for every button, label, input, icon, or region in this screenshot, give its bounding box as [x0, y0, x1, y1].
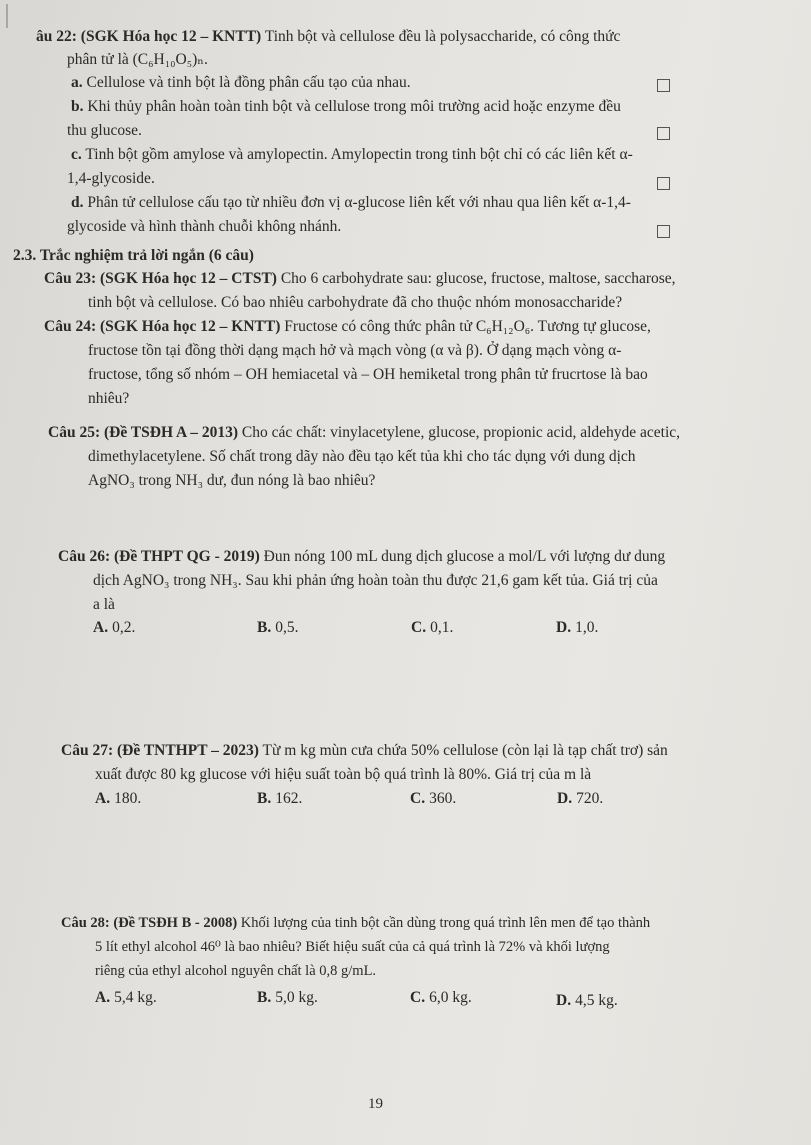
q28-option-a-key: A.: [95, 989, 111, 1006]
q22-head: âu 22:: [36, 28, 77, 45]
q26-head: Câu 26:: [58, 548, 111, 565]
q28-option-c-text: 6,0 kg.: [429, 989, 472, 1006]
q26-option-a-text: 0,2.: [112, 619, 136, 636]
q25-head: Câu 25:: [48, 424, 101, 441]
q22-source: (SGK Hóa học 12 – KNTT): [80, 28, 262, 45]
q22-c-key: c.: [71, 146, 82, 163]
q22-b-line2: thu glucose.: [67, 122, 142, 139]
q28-text1: Khối lượng của tinh bột cần dùng trong quá trình lên men để tạo thành: [237, 915, 651, 931]
q24-line2: fructose tồn tại đồng thời dạng mạch hở và mạch vòng (α và β). Ở dạng mạch vòng α-: [88, 342, 622, 359]
q27-line2: xuất được 80 kg glucose với hiệu suất toàn bộ quá trình là 80%. Giá trị của m là: [95, 766, 592, 783]
q26-option-a-key: A.: [93, 619, 109, 636]
q25-line2: dimethylacetylene. Số chất trong dãy nào đều tạo kết tủa khi cho tác dụng với dung dịch: [88, 448, 636, 465]
q23-line2: tinh bột và cellulose. Có bao nhiêu carbohydrate đã cho thuộc nhóm monosaccharide?: [88, 294, 623, 311]
q28-head: Câu 28:: [61, 915, 110, 931]
q28-line1: [61, 914, 650, 932]
q27-option-c[interactable]: [410, 790, 456, 808]
q28-option-a-text: 5,4 kg.: [114, 989, 157, 1006]
q26-option-c-key: C.: [411, 619, 427, 636]
q28-option-c-key: C.: [410, 989, 426, 1006]
q22-line1: [36, 28, 620, 46]
q27-option-c-text: 360.: [429, 790, 457, 807]
q26-line2: dịch AgNO₃ trong NH₃. Sau khi phản ứng hoàn toàn thu được 21,6 gam kết tủa. Giá trị của: [93, 572, 658, 589]
q26-text1: Đun nóng 100 mL dung dịch glucose a mol/L với lượng dư dung: [259, 548, 666, 565]
q24-line1: [44, 318, 651, 336]
q27-option-b-text: 162.: [275, 790, 303, 807]
q28-option-d-text: 4,5 kg.: [575, 992, 618, 1009]
q26-option-d-key: D.: [556, 619, 572, 636]
q27-option-a-text: 180.: [114, 790, 142, 807]
q27-option-b-key: B.: [257, 790, 272, 807]
q27-head: Câu 27:: [61, 742, 114, 759]
q27-option-d-key: D.: [557, 790, 573, 807]
q22-c-text: Tinh bột gồm amylose và amylopectin. Amylopectin trong tinh bột chỉ có các liên kết α-: [85, 146, 633, 163]
q27-option-d[interactable]: [557, 790, 603, 808]
q24-line3: fructose, tổng số nhóm – OH hemiacetal và – OH hemiketal trong phân tử frucrtose là bao: [88, 366, 648, 383]
q28-option-a[interactable]: [95, 989, 157, 1007]
q22-a: [71, 74, 411, 92]
q27-text1: Từ m kg mùn cưa chứa 50% cellulose (còn lại là tạp chất trơ) sản: [258, 742, 668, 759]
q22-stem1: Tinh bột và cellulose đều là polysaccharide, có công thức: [261, 28, 621, 45]
q23-line1: [44, 270, 676, 288]
q26-option-b-text: 0,5.: [275, 619, 299, 636]
page-number: 19: [368, 1096, 383, 1112]
q22-d-key: d.: [71, 194, 84, 211]
q26-option-b[interactable]: [257, 619, 298, 637]
section-heading: 2.3. Trắc nghiệm trả lời ngắn (6 câu): [13, 247, 254, 264]
q24-head: Câu 24:: [44, 318, 97, 335]
q23-text1: Cho 6 carbohydrate sau: glucose, fructose, maltose, saccharose,: [276, 270, 676, 287]
q28-option-c[interactable]: [410, 989, 472, 1007]
q26-option-d[interactable]: [556, 619, 598, 637]
q22-b-checkbox[interactable]: [657, 127, 670, 140]
q26-option-c[interactable]: [411, 619, 453, 637]
q25-line1: [48, 424, 680, 442]
q28-line2: 5 lít ethyl alcohol 46⁰ là bao nhiêu? Biết hiệu suất của cả quá trình là 72% và khối lượng: [95, 939, 610, 955]
q22-a-checkbox[interactable]: [657, 79, 670, 92]
q22-a-text: Cellulose và tinh bột là đồng phân cấu tạo của nhau.: [86, 74, 411, 91]
q28-option-b-key: B.: [257, 989, 272, 1006]
q26-line3: a là: [93, 596, 115, 613]
q22-c-checkbox[interactable]: [657, 177, 670, 190]
q22-stem2: phân tử là (C₆H₁₀O₅)ₙ.: [67, 51, 208, 68]
q22-b: [71, 98, 621, 116]
q22-c: [71, 146, 633, 164]
q24-line4: nhiêu?: [88, 390, 130, 407]
q24-text1: Fructose có công thức phân tử C₆H₁₂O₆. Tương tự glucose,: [280, 318, 651, 335]
q27-option-c-key: C.: [410, 790, 426, 807]
q23-source: (SGK Hóa học 12 – CTST): [99, 270, 277, 287]
q27-source: (Đề TNTHPT – 2023): [116, 742, 259, 759]
q22-d-line2: glycoside và hình thành chuỗi không nhánh.: [67, 218, 342, 235]
q28-option-b-text: 5,0 kg.: [275, 989, 318, 1006]
q24-source: (SGK Hóa học 12 – KNTT): [99, 318, 281, 335]
q26-option-d-text: 1,0.: [575, 619, 599, 636]
q26-option-c-text: 0,1.: [430, 619, 454, 636]
q23-head: Câu 23:: [44, 270, 97, 287]
q27-option-a-key: A.: [95, 790, 111, 807]
q25-text1: Cho các chất: vinylacetylene, glucose, propionic acid, aldehyde acetic,: [238, 424, 681, 441]
q22-d: [71, 194, 631, 212]
margin-mark: [6, 4, 18, 28]
q28-option-d[interactable]: [556, 992, 618, 1010]
q28-source: (Đề TSĐH B - 2008): [113, 915, 238, 931]
q22-b-key: b.: [71, 98, 84, 115]
q28-line3: riêng của ethyl alcohol nguyên chất là 0,8 g/mL.: [95, 963, 377, 979]
q25-line3: AgNO₃ trong NH₃ dư, đun nóng là bao nhiêu?: [88, 472, 376, 489]
q27-option-b[interactable]: [257, 790, 302, 808]
q25-source: (Đề TSĐH A – 2013): [103, 424, 239, 441]
q26-line1: [58, 548, 665, 566]
q22-c-line2: 1,4-glycoside.: [67, 170, 155, 187]
q28-option-d-key: D.: [556, 992, 572, 1009]
q27-line1: [61, 742, 668, 760]
q22-d-checkbox[interactable]: [657, 225, 670, 238]
q26-source: (Đề THPT QG - 2019): [113, 548, 260, 565]
q22-d-text: Phân tử cellulose cấu tạo từ nhiều đơn vị α-glucose liên kết với nhau qua liên kết α-1,4-: [87, 194, 631, 211]
q22-a-key: a.: [71, 74, 83, 91]
q28-option-b[interactable]: [257, 989, 318, 1007]
q22-b-text: Khi thủy phân hoàn toàn tinh bột và cellulose trong môi trường acid hoặc enzyme đều: [87, 98, 621, 115]
q26-option-a[interactable]: [93, 619, 135, 637]
q27-option-d-text: 720.: [576, 790, 604, 807]
q26-option-b-key: B.: [257, 619, 272, 636]
q27-option-a[interactable]: [95, 790, 141, 808]
